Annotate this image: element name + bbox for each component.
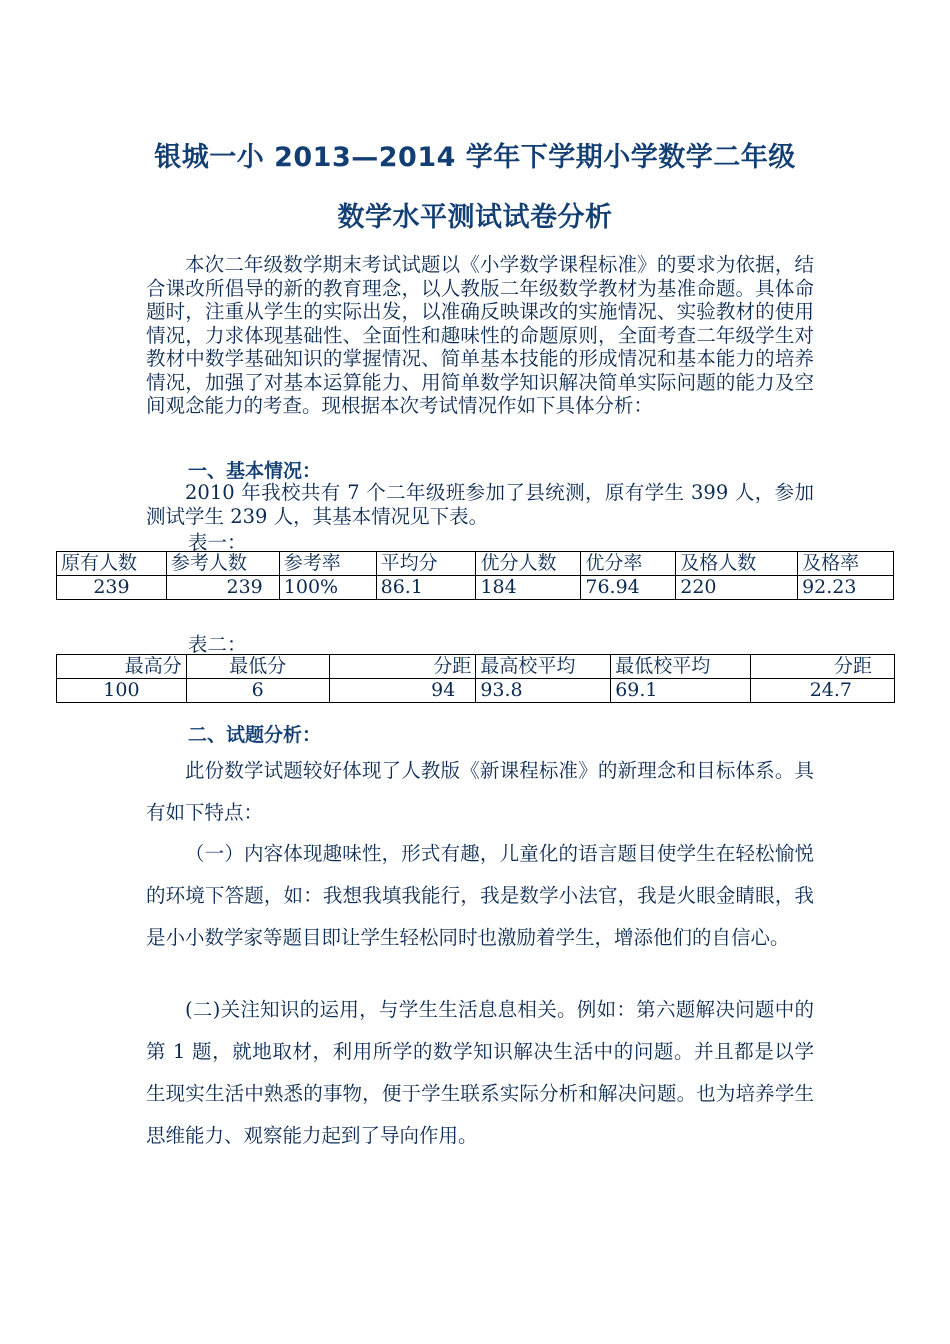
table2 xyxy=(56,654,895,703)
table-cell: 6 xyxy=(186,679,329,703)
table-header-cell: 最低分 xyxy=(186,655,329,679)
table2-caption: 表二： xyxy=(188,633,247,656)
table-header-cell: 最高分 xyxy=(57,655,187,679)
table-header-cell: 原有人数 xyxy=(57,552,167,576)
section2-paragraph-2: （一）内容体现趣味性，形式有趣，儿童化的语言题目使学生在轻松愉悦的环境下答题，如：我想我填我能行，我是数学小法官，我是火眼金睛眼，我是小小数学家等题目即让学生轻松同时也激励着学生，增添他们的自信心。 xyxy=(146,842,814,949)
section1-paragraph: 2010 年我校共有 7 个二年级班参加了县统测，原有学生 399 人，参加测试学生 239 人，其基本情况见下表。 xyxy=(146,481,814,528)
table-cell: 93.8 xyxy=(476,679,611,703)
table-header-cell: 及格率 xyxy=(798,552,894,576)
table-header-cell: 参考率 xyxy=(279,552,376,576)
table-header-cell: 最低校平均 xyxy=(611,655,751,679)
intro-paragraph: 本次二年级数学期末考试试题以《小学数学课程标准》的要求为依据，结合课改所倡导的新的教育理念，以人教版二年级数学教材为基准命题。具体命题时，注重从学生的实际出发，以准确反映课改的实施情况、实验教材的使用情况，力求体现基础性、全面性和趣味性的命题原则，全面考查二年级学生对教材中数学基础知识的掌握情况、简单基本技能的形成情况和基本能力的培养情况，加强了对基本运算能力、用简单数学知识解决简单实际问题的能力及空间观念能力的考查。现根据本次考试情况作如下具体分析： xyxy=(146,253,814,417)
table-cell: 92.23 xyxy=(798,576,894,600)
table-cell: 220 xyxy=(676,576,798,600)
table-header-cell: 参考人数 xyxy=(166,552,279,576)
table-header-cell: 分距 xyxy=(751,655,895,679)
table-cell: 184 xyxy=(476,576,581,600)
table-cell: 86.1 xyxy=(376,576,476,600)
table-cell: 69.1 xyxy=(611,679,751,703)
document-title-line1: 银城一小 2013—2014 学年下学期小学数学二年级 xyxy=(154,142,796,173)
section2-heading: 二、试题分析： xyxy=(188,724,322,746)
table-cell: 100% xyxy=(279,576,376,600)
table2-data-row xyxy=(57,679,895,703)
table-cell: 94 xyxy=(329,679,476,703)
table-cell: 239 xyxy=(57,576,167,600)
table-header-cell: 分距 xyxy=(329,655,476,679)
section1-heading: 一、基本情况： xyxy=(188,460,322,482)
section2-paragraph-1: 此份数学试题较好体现了人教版《新课程标准》的新理念和目标体系。具有如下特点： xyxy=(146,759,814,824)
table-header-cell: 优分率 xyxy=(581,552,676,576)
table-cell: 239 xyxy=(166,576,279,600)
table2-header-row xyxy=(57,655,895,679)
table-cell: 24.7 xyxy=(751,679,895,703)
table-header-cell: 及格人数 xyxy=(676,552,798,576)
document-title-line2: 数学水平测试试卷分析 xyxy=(337,202,613,233)
table-cell: 76.94 xyxy=(581,576,676,600)
table-header-cell: 平均分 xyxy=(376,552,476,576)
table-cell: 100 xyxy=(57,679,187,703)
table-header-cell: 优分人数 xyxy=(476,552,581,576)
table1-data-row xyxy=(57,576,894,600)
table1-caption: 表一： xyxy=(188,531,247,554)
table1-header-row xyxy=(57,552,894,576)
table-header-cell: 最高校平均 xyxy=(476,655,611,679)
table1 xyxy=(56,551,894,600)
section2-paragraph-3: (二)关注知识的运用，与学生生活息息相关。例如：第六题解决问题中的第 1 题，就地取材，利用所学的数学知识解决生活中的问题。并且都是以学生现实生活中熟悉的事物，便于学生联系实际分析和解决问题。也为培养学生思维能力、观察能力起到了导向作用。 xyxy=(146,998,814,1147)
